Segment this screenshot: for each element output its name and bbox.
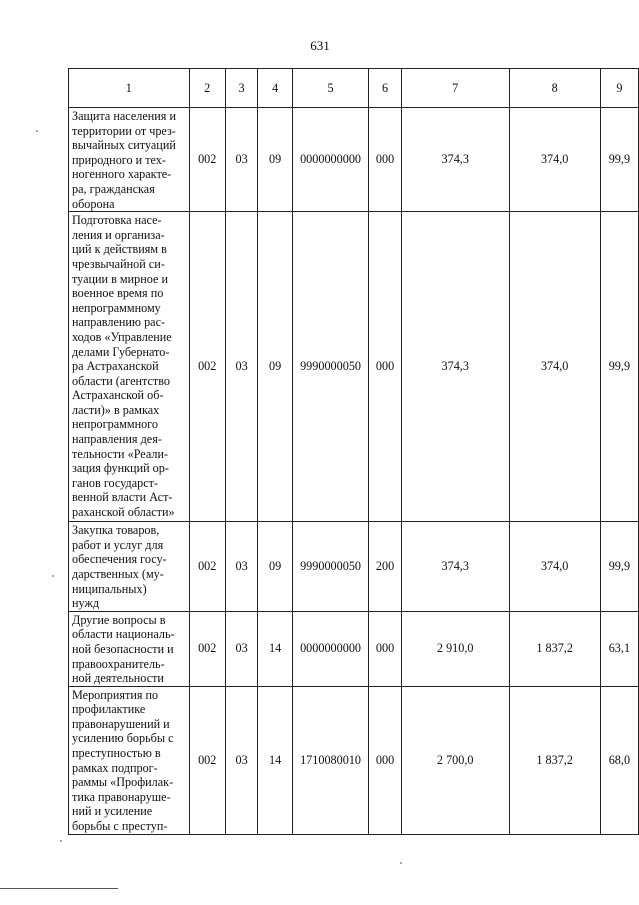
page-number: 631 [310,38,330,53]
cell-c5: 0000000000 [292,611,368,686]
column-header: 4 [258,69,292,108]
column-header: 7 [401,69,509,108]
cell-c8: 1 837,2 [509,686,600,834]
column-header: 9 [600,69,638,108]
cell-c8: 374,0 [509,108,600,212]
table-row [69,686,639,834]
cell-c6: 000 [369,108,402,212]
column-header: 6 [369,69,402,108]
column-header: 8 [509,69,600,108]
scan-speck [60,840,62,842]
cell-c4: 14 [258,686,292,834]
cell-c5: 0000000000 [292,108,368,212]
cell-c8: 1 837,2 [509,611,600,686]
column-header: 5 [292,69,368,108]
cell-c4: 09 [258,212,292,522]
scan-speck [36,130,38,132]
cell-c8: 374,0 [509,522,600,612]
cell-c6: 200 [369,522,402,612]
column-header: 3 [225,69,258,108]
table-row [69,522,639,612]
cell-c9: 99,9 [600,522,638,612]
cell-c9: 99,9 [600,108,638,212]
row-name-cell: Мероприятия по профилактике правонарушений и усилению борьбы с преступностью в рамках подпрог- раммы «Профилак- тика правонаруше- ний и усиление борьбы с преступ- [69,686,190,834]
cell-c4: 14 [258,611,292,686]
row-name-cell: Другие вопросы в области националь- ной безопасности и правоохранитель- ной деятельности [69,611,190,686]
cell-c7: 374,3 [401,522,509,612]
cell-c3: 03 [225,611,258,686]
table-row [69,212,639,522]
cell-c3: 03 [225,686,258,834]
scan-speck [400,862,402,864]
scan-edge-line [0,888,118,889]
cell-c6: 000 [369,686,402,834]
cell-c2: 002 [189,686,225,834]
table-row [69,611,639,686]
cell-c3: 03 [225,522,258,612]
cell-c2: 002 [189,611,225,686]
cell-c2: 002 [189,108,225,212]
column-header: 2 [189,69,225,108]
cell-c5: 1710080010 [292,686,368,834]
scan-speck [52,575,54,577]
cell-c9: 63,1 [600,611,638,686]
row-name-cell: Подготовка насе- ления и организа- ций к действиям в чрезвычайной си- туации в мирное и военное время по непрограммному направлению рас- ходов «Управление делами Губернато- ра Астраханской области (агентство Астраханской об- ласти)» в рамках непрограммного направления дея- тельности «Реали- зация функций ор- ганов государст- венной власти Аст- раханской области» [69,212,190,522]
cell-c6: 000 [369,212,402,522]
cell-c2: 002 [189,522,225,612]
cell-c3: 03 [225,108,258,212]
cell-c7: 374,3 [401,212,509,522]
column-header: 1 [69,69,190,108]
cell-c2: 002 [189,212,225,522]
table-row [69,108,639,212]
cell-c7: 2 700,0 [401,686,509,834]
cell-c5: 9990000050 [292,522,368,612]
cell-c4: 09 [258,108,292,212]
row-name-cell: Закупка товаров, работ и услуг для обеспечения госу- дарственных (му- ниципальных) нужд [69,522,190,612]
row-name-cell: Защита населения и территории от чрез- вычайных ситуаций природного и тех- ногенного характе- ра, гражданская оборона [69,108,190,212]
cell-c4: 09 [258,522,292,612]
cell-c9: 99,9 [600,212,638,522]
cell-c3: 03 [225,212,258,522]
budget-table [68,68,639,835]
cell-c5: 9990000050 [292,212,368,522]
cell-c7: 2 910,0 [401,611,509,686]
cell-c8: 374,0 [509,212,600,522]
cell-c6: 000 [369,611,402,686]
cell-c7: 374,3 [401,108,509,212]
cell-c9: 68,0 [600,686,638,834]
table-header-row [69,69,639,108]
